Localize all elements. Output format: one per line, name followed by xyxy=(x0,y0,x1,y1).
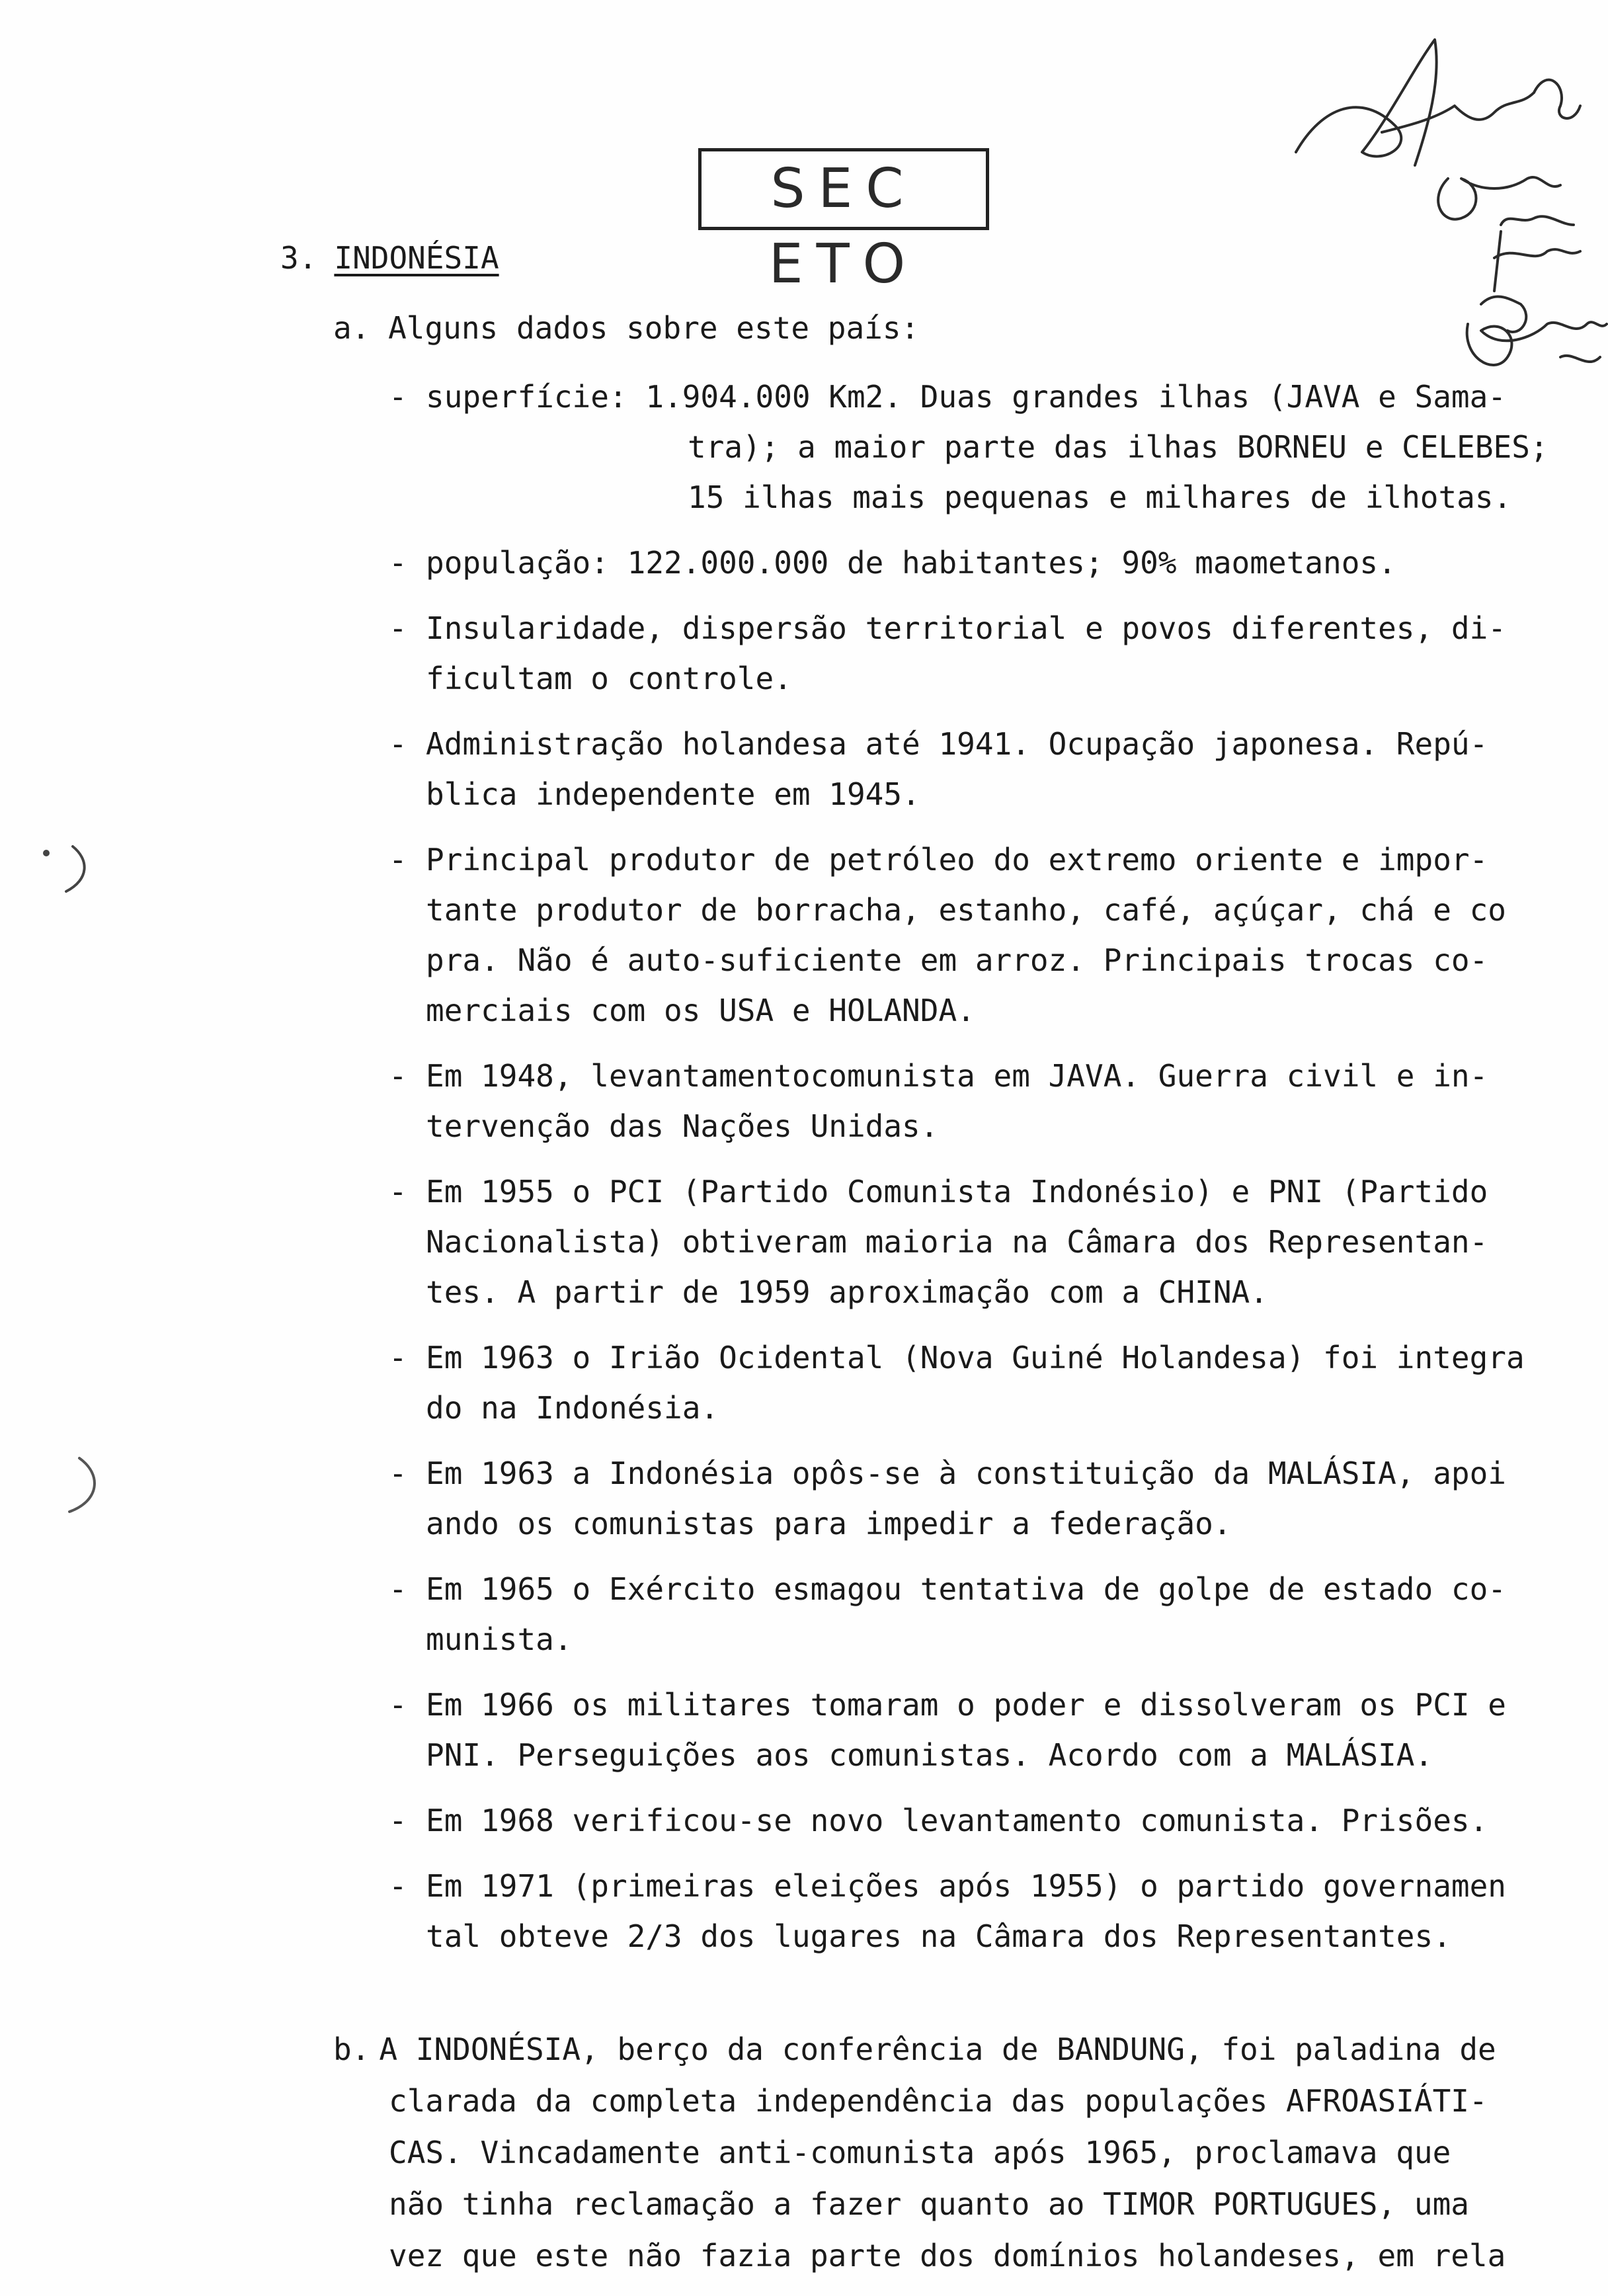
list-item xyxy=(389,1332,1526,1433)
paragraph-line-text: A INDONÉSIA, berço da conferência de BANDUNG, foi paladina de xyxy=(379,2031,1496,2067)
punch-hole-mark xyxy=(26,833,106,899)
item-line: Em 1965 o Exército esmagou tentativa de golpe de estado co- xyxy=(426,1571,1506,1607)
dash-bullet: - xyxy=(389,726,407,762)
subsection-a-heading: a. Alguns dados sobre este país: xyxy=(333,310,920,346)
list-item xyxy=(389,1448,1526,1549)
handwritten-signature xyxy=(1283,26,1608,397)
item-line: população: 122.000.000 de habitantes; 90% maometanos. xyxy=(426,545,1396,581)
list-item xyxy=(389,1051,1526,1151)
paragraph-line: clarada da completa independência das populações AFROASIÁTI- xyxy=(389,2083,1488,2119)
item-line: Administração holandesa até 1941. Ocupação japonesa. Repú- xyxy=(426,726,1488,762)
list-item xyxy=(389,719,1526,819)
item-line: Em 1948, levantamentocomunista em JAVA. Guerra civil e in- xyxy=(426,1058,1488,1094)
dash-bullet: - xyxy=(389,1868,407,1904)
section-number: 3. xyxy=(280,240,317,276)
dash-bullet: - xyxy=(389,1803,407,1838)
item-line: Em 1971 (primeiras eleições após 1955) o partido governamen xyxy=(426,1868,1506,1904)
item-line: Em 1966 os militares tomaram o poder e dissolveram os PCI e xyxy=(426,1687,1506,1723)
list-item xyxy=(389,835,1526,1036)
section-title: INDONÉSIA xyxy=(334,240,499,276)
item-line: Insularidade, dispersão territorial e povos diferentes, di- xyxy=(426,610,1506,646)
list-item xyxy=(389,372,1548,522)
dash-bullet: - xyxy=(389,1687,407,1723)
item-line: merciais com os USA e HOLANDA. xyxy=(426,993,975,1028)
dash-bullet: - xyxy=(389,1456,407,1491)
item-line: Principal produtor de petróleo do extremo oriente e impor- xyxy=(426,842,1488,878)
item-line: tal obteve 2/3 dos lugares na Câmara dos Representantes. xyxy=(426,1918,1451,1954)
list-item xyxy=(389,538,1526,588)
item-line: Em 1968 verificou-se novo levantamento comunista. Prisões. xyxy=(426,1803,1488,1838)
item-line: munista. xyxy=(426,1621,573,1657)
section-heading xyxy=(280,238,499,278)
facts-list xyxy=(389,372,1548,1977)
item-line: do na Indonésia. xyxy=(426,1390,719,1426)
item-line: Em 1963 a Indonésia opôs-se à constituição da MALÁSIA, apoi xyxy=(426,1456,1506,1491)
paragraph-line xyxy=(333,2024,1537,2075)
dash-bullet: - xyxy=(389,545,407,581)
item-line: Nacionalista) obtiveram maioria na Câmara dos Representan- xyxy=(426,1224,1488,1260)
dash-bullet: - xyxy=(389,610,407,646)
classification-stamp: SEC ETO xyxy=(698,148,989,230)
list-item xyxy=(389,1795,1526,1846)
subsection-b-label: b. xyxy=(333,2031,370,2067)
punch-hole-mark xyxy=(40,1448,119,1521)
dash-bullet: - xyxy=(389,842,407,878)
item-line: PNI. Perseguições aos comunistas. Acordo com a MALÁSIA. xyxy=(426,1737,1433,1773)
item-line: tervenção das Nações Unidas. xyxy=(426,1108,939,1144)
item-line: ando os comunistas para impedir a federação. xyxy=(426,1506,1232,1541)
dash-bullet: - xyxy=(389,1340,407,1375)
item-line: Em 1955 o PCI (Partido Comunista Indonésio) e PNI (Partido xyxy=(426,1174,1488,1210)
dash-bullet: - xyxy=(389,1571,407,1607)
item-line: superfície: 1.904.000 Km2. Duas grandes ilhas (JAVA e Sama- xyxy=(426,379,1506,415)
item-line: tes. A partir de 1959 aproximação com a CHINA. xyxy=(426,1274,1268,1310)
list-item xyxy=(389,603,1526,704)
list-item xyxy=(389,1680,1526,1780)
paragraph-line: CAS. Vincadamente anti-comunista após 1965, proclamava que xyxy=(389,2135,1451,2170)
dash-bullet: - xyxy=(389,1174,407,1210)
paragraph-line: vez que este não fazia parte dos domínios holandeses, em rela xyxy=(389,2238,1506,2274)
dash-bullet: - xyxy=(389,379,407,415)
item-line: Em 1963 o Irião Ocidental (Nova Guiné Holandesa) foi integra xyxy=(426,1340,1525,1375)
item-line: tante produtor de borracha, estanho, café, açúçar, chá e co xyxy=(426,892,1506,928)
list-item xyxy=(389,1861,1526,1961)
item-line: blica independente em 1945. xyxy=(426,776,920,812)
list-item xyxy=(389,1564,1526,1664)
dash-bullet: - xyxy=(389,1058,407,1094)
item-line: 15 ilhas mais pequenas e milhares de ilhotas. xyxy=(688,479,1512,515)
subsection-b-paragraph xyxy=(333,2024,1537,2281)
item-line: tra); a maior parte das ilhas BORNEU e CELEBES; xyxy=(688,429,1548,465)
paragraph-line: não tinha reclamação a fazer quanto ao TIMOR PORTUGUES, uma xyxy=(389,2186,1469,2222)
list-item xyxy=(389,1167,1526,1317)
item-line: pra. Não é auto-suficiente em arroz. Principais trocas co- xyxy=(426,942,1488,978)
item-line: ficultam o controle. xyxy=(426,661,792,696)
